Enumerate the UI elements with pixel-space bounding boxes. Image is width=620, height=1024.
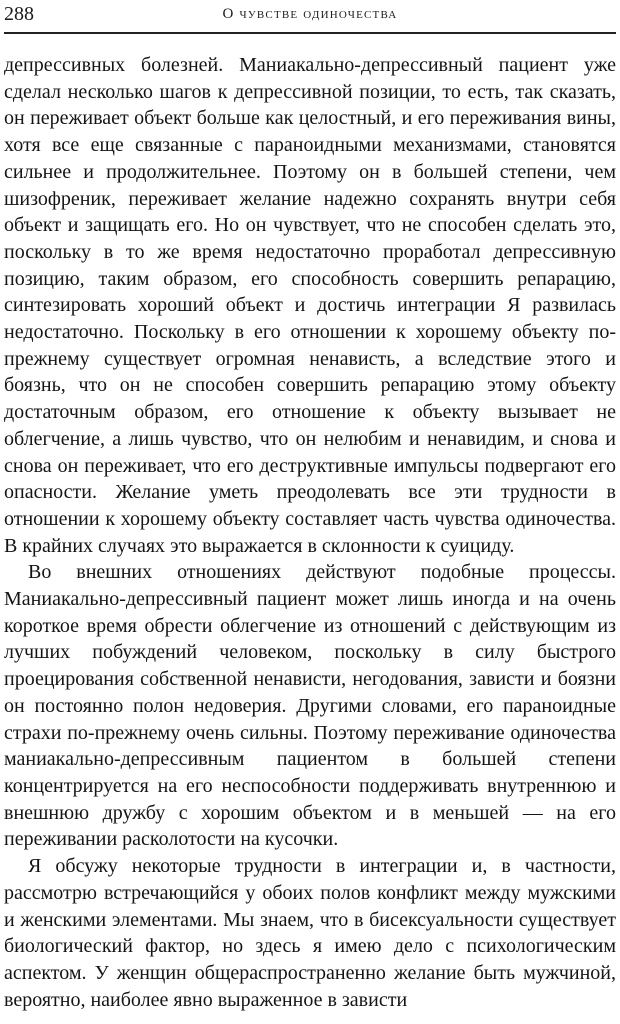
page-number: 288 [4,3,34,25]
page-header [4,2,616,28]
header-rule [4,32,616,34]
body-text [4,52,616,1013]
paragraph: Я обсужу некоторые трудности в интеграции и, в частности, рассмотрю встречающийся у обоих полов конфликт между мужскими и женскими элементами. Мы знаем, что в бисексуальности существует биологический фактор, но здесь я имею дело с психологическим аспектом. У женщин общераспространенно желание быть мужчиной, вероятно, наиболее явно выраженное в зависти [4,855,616,1011]
paragraph-continued: депрессивных болезней. Маниакально-депрессивный пациент уже сделал несколько шагов к депрессивной позиции, то есть, так сказать, он переживает объект больше как целостный, и его переживания вины, хотя все еще связанные с параноидными механизмами, становятся сильнее и продолжительнее. Поэтому он в большей степени, чем шизофреник, переживает желание надежно сохранять внутри себя объект и защищать его. Но он чувствует, что не способен сделать это, поскольку в то же время недостаточно проработал депрессивную позицию, таким образом, его способность совершить репарацию, синтезировать хороший объект и достичь интеграции Я развилась недостаточно. Поскольку в его отношении к хорошему объекту по-прежнему существует огромная ненависть, а вследствие этого и боязнь, что он не способен совершить репарацию этому объекту достаточным образом, его отношение к объекту вызывает не облегчение, а лишь чувство, что он нелюбим и ненавидим, и снова и снова он переживает, что его деструктивные импульсы подвергают его опасности. Желание уметь преодолевать все эти трудности в отношении к хорошему объекту составляет часть чувства одиночества. В крайних случаях это выражается в склонности к суициду. [4,54,616,557]
paragraph: Во внешних отношениях действуют подобные процессы. Маниакально-депрессивный пациент может лишь иногда и на очень короткое время обрести облегчение из отношений с действующим из лучших побуждений человеком, поскольку в силу быстрого проецирования собственной ненависти, негодования, зависти и боязни он постоянно полон недоверия. Другими словами, его параноидные страхи по-прежнему очень сильны. Поэтому переживание одиночества маниакально-депрессивным пациентом в большей степени концентрируется на его неспособности поддерживать внутреннюю и внешнюю дружбу с хорошим объектом и в меньшей — на его переживании расколотости на кусочки. [4,561,616,851]
running-title: О чувстве одиночества [222,6,398,22]
